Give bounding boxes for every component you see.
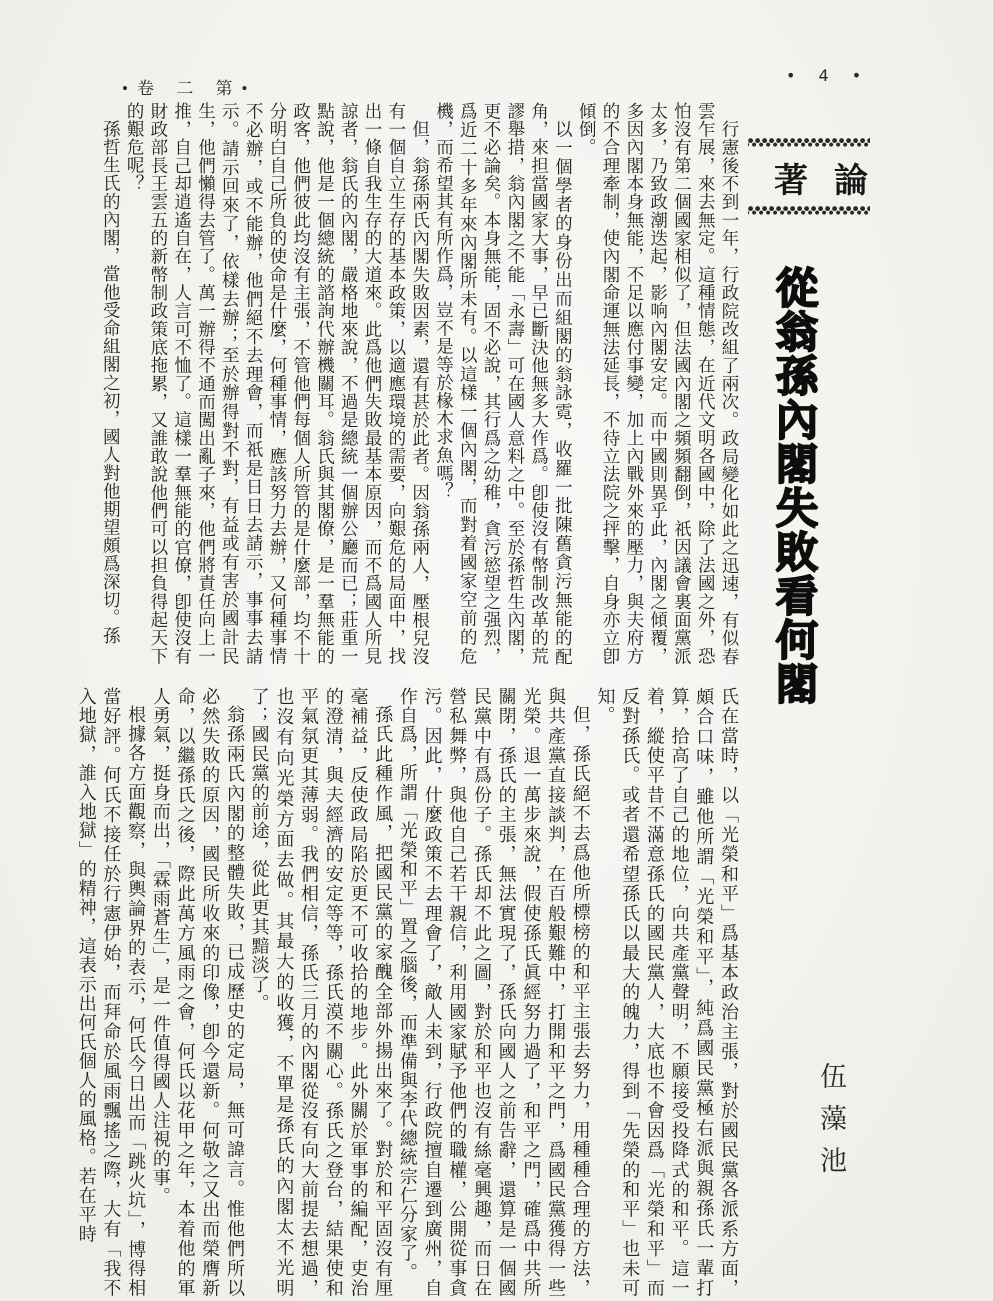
paragraph: 孫哲生氏的內閣，當他受命組閣之初，國人對他期望頗爲深切。孫 xyxy=(101,119,122,645)
paragraph-continuation: 氏在當時，以「光榮和平」爲基本政治主張，對於國民黨各派系方面，頗合口味，雖他所謂「光榮和平」，純爲國民黨極右派與親孫氏一輩打算，拾高了自己的地位，向共產黨聲明，不願接受投降式的和平。這一着，縱使平昔不滿意孫氏的國民黨人，大底也不會因爲「光榮和平」而反對孫氏。或者還希望孫氏以最大的魄力，得到「先榮的和平」也未可知。 xyxy=(595,687,739,1298)
paragraph: 以一個學者的身份出而組閣的翁詠霓，收羅一批陳舊貪污無能的配角，來担當國家大事，早已斷決他無多大作爲。卽使沒有幣制改革的荒謬舉措，翁內閣之不能「永壽」可在國人意料之中。至於孫哲生內閣，更不必論矣。本身無能，固不必說，其行爲之幼稚，貪污慾望之强烈，爲近二十多年來內閣所未有。以這樣一個內閣，而對着國家空前的危機，而希望其有所作爲，豈不是等於椽木求魚嗎？ xyxy=(434,102,574,665)
article-author: 伍藻池 xyxy=(816,1062,846,1188)
paragraph: 翁孫兩氏內閣的整體失敗，已成歷史的定局，無可諱言。惟他們所以必然失敗的原因，國民所收來的印像，卽今還新。何敬之又出而榮膺新命，以繼孫氏之後，際此萬方風雨之會，何氏以花甲之年，本着他的軍人勇氣，挺身而出，「霖雨蒼生」，是一件值得國人注視的事。 xyxy=(150,687,245,1298)
text-block-bottom xyxy=(73,687,741,1298)
beaded-rule-bottom xyxy=(748,206,870,216)
paragraph: 但，孫氏絕不去爲他所標榜的和平主張去努力，用種種合理的方法，與共產黨直接談判，在百般艱難中，打開和平之門，爲國民黨獲得一些光榮。退一萬步來說，假使孫氏眞經努力過了，和平之門，確爲中共所關閉，孫氏的主張，無法實現了，孫氏向國人之前告辭，還算是一個國民黨中有爲份子。孫氏却不此之圖，對於和平也沒有絲毫興趣，而日在營私舞弊，與他自己若干親信，利用國家賦予他們的職權，公開從事貪污。因此，什麼政策不去理會了，敵人未到，行政院擅自遷到廣州，自作自爲，所謂「光榮和平」置之腦後，而準備與李代總統宗仁分家了。 xyxy=(397,687,591,1298)
section-header-box xyxy=(748,138,894,216)
paragraph: 根據各方面觀察，與輿論界的表示，何氏今日出而「跳火坑」，博得相當好評。何氏不接任於行憲伊始，而拜命於風雨飄搖之際，大有「我不入地獄，誰入地獄」的精神，這表示出何氏個人的風格。若在平時 xyxy=(76,687,147,1298)
page-number: • 4 • xyxy=(786,66,871,85)
text-block-top xyxy=(97,102,741,665)
beaded-rule-top xyxy=(748,138,870,148)
paragraph: 行憲後不到一年，行政院改組了兩次。政局變化如此之迅速，有似春雲乍展，來去無定。這種情態，在近代文明各國中，除了法國之外，恐怕沒有第二個國家相似了，但法國內閣之頻頻翻倒，祇因議會裏面黨派太多，乃致政潮迭起，影响內閣安定。而中國則異乎此，內閣之傾覆，多因內閣本身無能，不足以應付事變，加上內戰外來的壓力，與夫府方的不合理牽制，使內閣命運無法延長，不待立法院之抨擊，自身亦立卽傾倒。 xyxy=(577,102,740,665)
section-header: 著論 xyxy=(774,161,894,201)
article-title: 從翁孫內閣失敗看何閣 xyxy=(770,266,819,706)
volume-header: •卷 二 第• xyxy=(122,79,257,98)
paragraph: 但，翁孫兩氏內閣失敗因素，還有甚於此者。因翁孫兩人，壓根兒沒有一個自立生存的基本政策，以適應環境的需要，向艱危的局面中，找出一條自我生存的大道來。此爲他們失敗最基本原因，而不爲國人所見諒者，翁氏的內閣，嚴格地來說，不過是總統一個辦公廳而已；莊重一點說，他是一個總統的諮詢代辦機關耳。翁氏與其閣僚，是一羣無能的政客，他們彼此均沒有主張，不管他們每個人所管的是什麼部，均不十分明白自己所負的使命是什麼，何種事情，應該努力去辦，又何種事情不必辦，或不能辦，他們絕不去理會，而祇是日日去請示，事事去請示。請示回來了，依樣去辦；至於辦得對不對，有益或有害於國計民生，他們懶得去管了。萬一辦得不通而闖出亂子來，他們將責任向上一推，自己却逍遙自在，人言可不恤了。這樣一羣無能的官僚，卽使沒有財政部長王雲五的新幣制政策底拖累，又誰敢說他們可以担負得起天下的艱危呢？ xyxy=(125,102,431,665)
paragraph: 孫氏此種作風，把國民黨的家醜全部外揚出來了。對於和平固沒有厘毫補益，反使政局陷於更不可收拾的地步。此外關於軍事的編配，吏治的澄清，與夫經濟的安定等等，孫氏漠不關心。孫氏之登台，結果使和平氣氛更其薄弱。我們相信，孫氏三月的內閣從沒有向大前提去想過，也沒有向光榮方面去做。其最大的收獲，不單是孫氏的內閣太不光明了；國民黨的前途，從此更其黯淡了。 xyxy=(249,687,394,1298)
